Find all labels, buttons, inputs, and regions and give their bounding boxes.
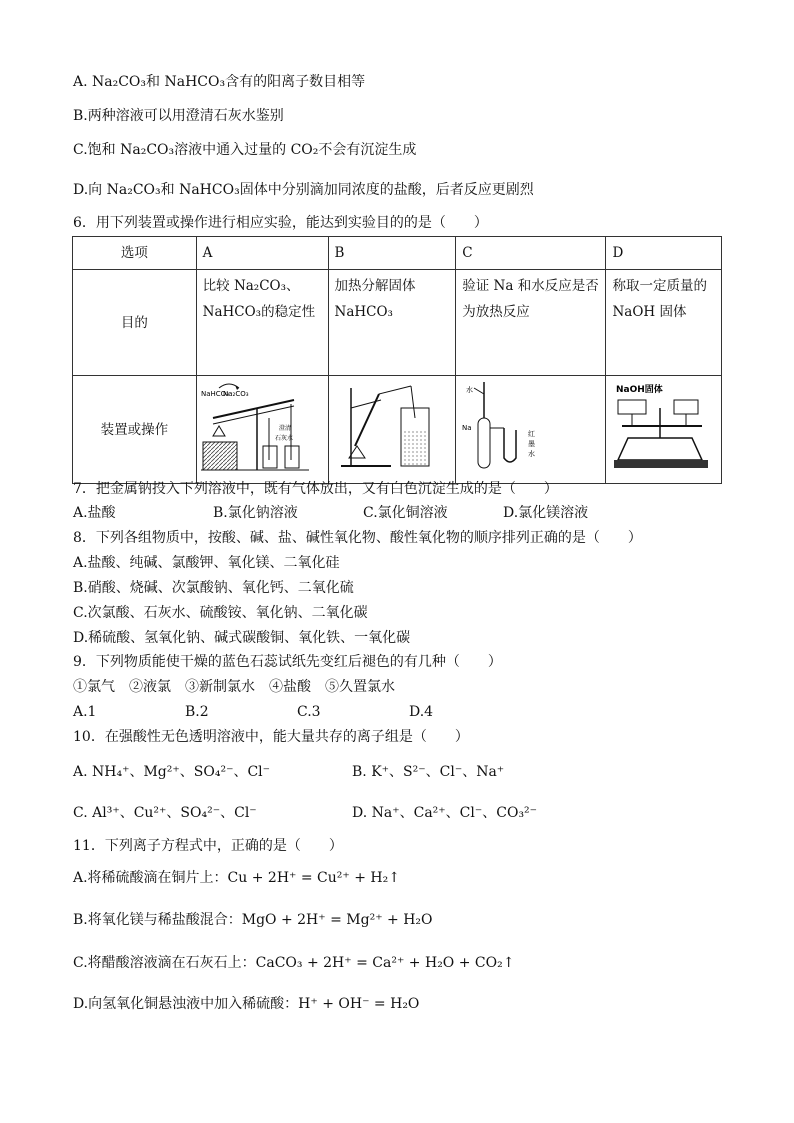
q8-option-c: C.次氯酸、石灰水、硫酸铵、氧化钠、二氧化碳 [73, 605, 368, 621]
apparatus-a-diagram [199, 378, 311, 472]
q8-option-d: D.稀硫酸、氢氧化钠、碱式碳酸铜、氧化铁、一氧化碳 [73, 630, 411, 646]
q6-header-c: C [456, 237, 606, 270]
q5-option-a: A. Na₂CO₃和 NaHCO₃含有的阳离子数目相等 [73, 74, 366, 90]
q11-option-a: A.将稀硫酸滴在铜片上：Cu + 2H⁺ = Cu²⁺ + H₂↑ [73, 870, 400, 886]
q6-purpose-c: 验证 Na 和水反应是否为放热反应 [456, 270, 606, 376]
q10-option-b: B. K⁺、S²⁻、Cl⁻、Na⁺ [352, 764, 505, 780]
q9-option-c: C.3 [297, 704, 321, 720]
q5-option-c: C.饱和 Na₂CO₃溶液中通入过量的 CO₂不会有沉淀生成 [73, 142, 417, 158]
q10-option-c: C. Al³⁺、Cu²⁺、SO₄²⁻、Cl⁻ [73, 805, 257, 821]
q6-table [72, 236, 722, 484]
apparatus-b-diagram [331, 378, 441, 472]
label-water: 水 [466, 386, 474, 394]
label-na2co3: Na₂CO₃ [222, 390, 249, 398]
label-naoh-solid: NaOH固体 [616, 385, 664, 395]
q8-option-b: B.硝酸、烧碱、次氯酸钠、氧化钙、二氧化硫 [73, 580, 354, 596]
apparatus-c-diagram [458, 378, 588, 472]
q6-apparatus-label: 装置或操作 [73, 376, 197, 484]
label-red: 红 [528, 430, 536, 438]
label-clear: 澄清 [278, 425, 291, 432]
q5-option-b: B.两种溶液可以用澄清石灰水鉴别 [73, 108, 284, 124]
q8-option-a: A.盐酸、纯碱、氯酸钾、氧化镁、二氧化硅 [73, 555, 340, 571]
q5-option-d: D.向 Na₂CO₃和 NaHCO₃固体中分别滴加同浓度的盐酸，后者反应更剧烈 [73, 182, 534, 198]
label-water-2: 水 [528, 450, 536, 458]
q10-stem: 10．在强酸性无色透明溶液中，能大量共存的离子组是（ ） [73, 729, 469, 745]
q6-header-option: 选项 [73, 237, 197, 270]
q6-purpose-d: 称取一定质量的 NaOH 固体 [606, 270, 722, 376]
q11-option-b: B.将氧化镁与稀盐酸混合：MgO + 2H⁺ = Mg²⁺ + H₂O [73, 912, 433, 928]
q8-stem: 8．下列各组物质中，按酸、碱、盐、碱性氧化物、酸性氧化物的顺序排列正确的是（ ） [73, 530, 642, 546]
q6-apparatus-c [456, 376, 606, 484]
q7-stem: 7．把金属钠投入下列溶液中，既有气体放出，又有白色沉淀生成的是（ ） [73, 481, 558, 497]
q6-apparatus-d [606, 376, 722, 484]
q7-options [73, 503, 733, 523]
q6-header-d: D [606, 237, 722, 270]
q10-option-d: D. Na⁺、Ca²⁺、Cl⁻、CO₃²⁻ [352, 805, 538, 821]
q7-option-b: B.氯化钠溶液 [213, 505, 298, 521]
q6-header-b: B [328, 237, 456, 270]
q10-option-a: A. NH₄⁺、Mg²⁺、SO₄²⁻、Cl⁻ [73, 764, 271, 780]
label-na: Na [462, 424, 472, 432]
q7-option-d: D.氯化镁溶液 [503, 505, 589, 521]
label-limewater: 石灰水 [274, 435, 293, 442]
q9-options [73, 702, 733, 722]
q6-purpose-a: 比较 Na₂CO₃、NaHCO₃的稳定性 [196, 270, 328, 376]
q6-apparatus-a [196, 376, 328, 484]
label-ink: 墨 [528, 440, 536, 448]
q6-stem: 6．用下列装置或操作进行相应实验，能达到实验目的的是（ ） [73, 215, 488, 231]
q9-option-d: D.4 [409, 704, 434, 720]
q11-stem: 11．下列离子方程式中，正确的是（ ） [73, 838, 343, 854]
label-nahco3: NaHCO₃ [200, 390, 229, 398]
q7-option-c: C.氯化铜溶液 [363, 505, 448, 521]
q6-purpose-label: 目的 [73, 270, 197, 376]
q11-option-c: C.将醋酸溶液滴在石灰石上：CaCO₃ + 2H⁺ = Ca²⁺ + H₂O + CO₂↑ [73, 955, 515, 971]
q11-option-d: D.向氢氧化铜悬浊液中加入稀硫酸：H⁺ + OH⁻ = H₂O [73, 996, 420, 1012]
q9-option-b: B.2 [185, 704, 209, 720]
q9-items: ①氯气 ②液氯 ③新制氯水 ④盐酸 ⑤久置氯水 [73, 679, 395, 695]
q6-apparatus-b [328, 376, 456, 484]
q6-header-a: A [196, 237, 328, 270]
q7-option-a: A.盐酸 [73, 505, 116, 521]
q9-option-a: A.1 [73, 704, 97, 720]
q9-stem: 9．下列物质能使干燥的蓝色石蕊试纸先变红后褪色的有几种（ ） [73, 654, 502, 670]
q6-purpose-b: 加热分解固体 NaHCO₃ [328, 270, 456, 376]
apparatus-d-diagram [608, 378, 716, 472]
